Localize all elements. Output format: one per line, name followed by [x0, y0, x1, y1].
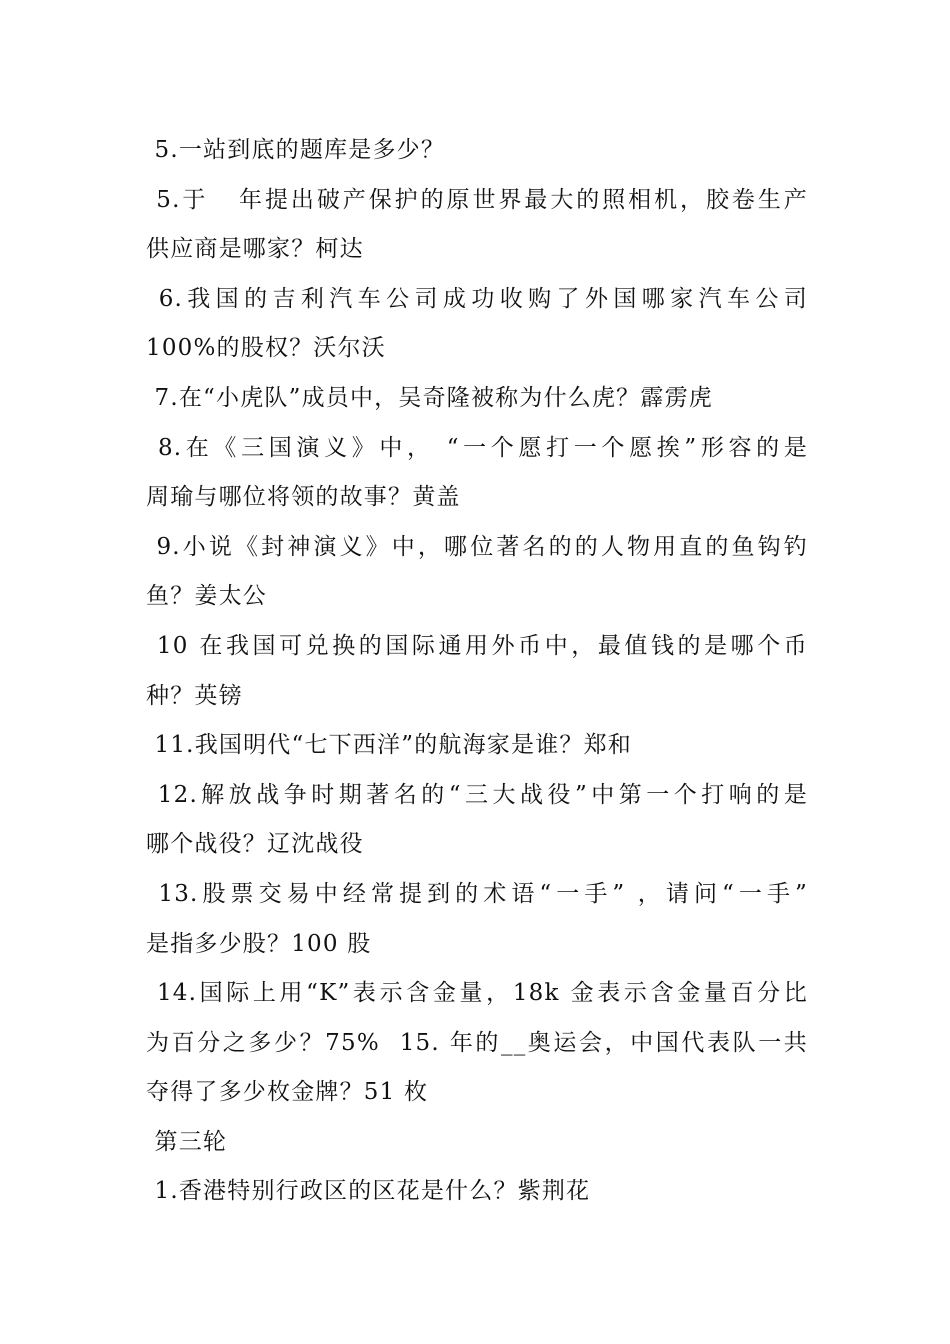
- text-line-22: 1.香港特别行政区的区花是什么？紫荆花: [146, 1178, 591, 1205]
- text-line-6: 7.在“小虎队”成员中，吴奇隆被称为什么虎？霹雳虎: [146, 384, 713, 411]
- text-line-16: 13.股票交易中经常提到的术语“一手” ，请问“一手”: [146, 880, 808, 907]
- text-line-7: 8.在《三国演义》中， “一个愿打一个愿挨”形容的是: [146, 434, 808, 461]
- text-line-4: 6.我国的吉利汽车公司成功收购了外国哪家汽车公司: [146, 285, 808, 312]
- text-line-2: 5.于 年提出破产保护的原世界最大的照相机，胶卷生产: [146, 186, 808, 213]
- text-line-12: 种？英镑: [146, 682, 243, 709]
- text-line-8: 周瑜与哪位将领的故事？黄盖: [146, 484, 461, 511]
- text-line-20: 夺得了多少枚金牌？51 枚: [146, 1079, 429, 1106]
- text-line-10: 鱼？姜太公: [146, 583, 267, 610]
- text-line-19: 为百分之多少？75% 15. 年的__奥运会，中国代表队一共: [146, 1029, 808, 1056]
- text-line-11: 10 在我国可兑换的国际通用外币中，最值钱的是哪个币: [146, 632, 808, 659]
- text-line-1: 5.一站到底的题库是多少？: [146, 137, 446, 163]
- document-text: [146, 126, 808, 1217]
- text-line-13: 11.我国明代“七下西洋”的航海家是谁？郑和: [146, 732, 633, 759]
- text-line-3: 供应商是哪家？柯达: [146, 236, 364, 263]
- text-line-17: 是指多少股？100 股: [146, 930, 372, 957]
- text-line-15: 哪个战役？辽沈战役: [146, 831, 364, 858]
- text-line-18: 14.国际上用“K”表示含金量，18k 金表示含金量百分比: [146, 980, 808, 1007]
- text-line-5: 100%的股权？沃尔沃: [146, 335, 386, 362]
- section-heading: 第三轮: [146, 1128, 228, 1155]
- text-line-14: 12.解放战争时期著名的“三大战役”中第一个打响的是: [146, 781, 808, 808]
- text-line-9: 9.小说《封神演义》中，哪位著名的的人物用直的鱼钩钓: [146, 533, 808, 560]
